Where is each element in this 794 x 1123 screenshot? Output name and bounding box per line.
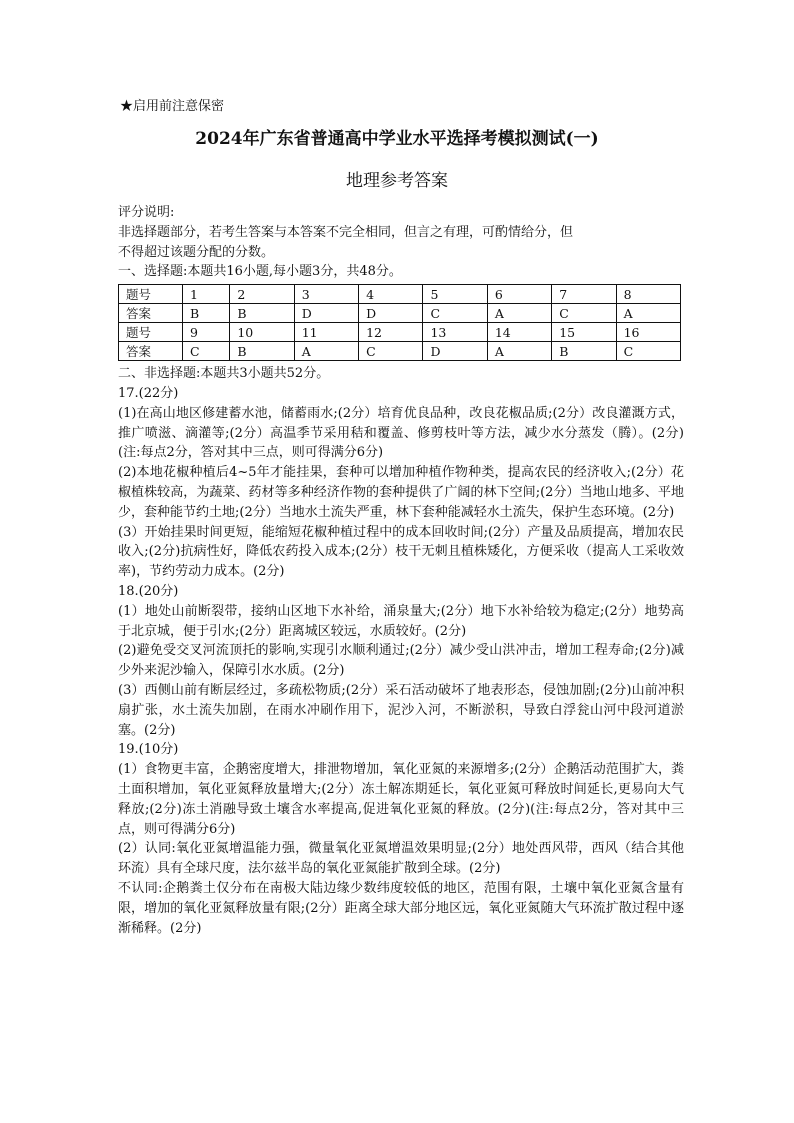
table-cell: 10: [230, 323, 294, 342]
table-cell: A: [616, 304, 680, 323]
part2-heading: 二、非选择题:本题共3小题共52分。: [118, 366, 330, 382]
question-17-answer-3: (3）开始挂果时间更短，能缩短花椒种植过程中的成本回收时间;(2分）产量及品质提高，增加农民收入;(2分)抗病性好，降低农药投入成本;(2分）枝干无刺且植株矮化，方便采收（提高人工采收效率)，节约劳动力成本。(2分): [118, 524, 684, 580]
row-label: 答案: [119, 342, 183, 361]
scoring-line-1: 非选择题部分，若考生答案与本答案不完全相同，但言之有理，可酌情给分，但: [118, 224, 574, 240]
table-cell: B: [230, 304, 294, 323]
table-cell: 8: [616, 285, 680, 304]
answer-content: [118, 203, 684, 938]
scoring-heading: 评分说明:: [118, 205, 175, 220]
table-cell: 11: [294, 323, 358, 342]
question-18-answer-3: (3）西侧山前有断层经过，多疏松物质;(2分）采石活动破坏了地表形态，侵蚀加剧;(2分)山前冲积扇扩张，水土流失加剧，在雨水冲刷作用下，泥沙入河，不断淤积，导致白浮瓮山河中段河道淤塞。(2分): [118, 682, 684, 738]
table-cell: D: [359, 304, 423, 323]
table-cell: A: [487, 304, 551, 323]
table-cell: 14: [487, 323, 551, 342]
table-row: [119, 323, 681, 342]
table-cell: 12: [359, 323, 423, 342]
question-17-answer-1: (1)在高山地区修建蓄水池，储蓄雨水;(2分）培育优良品种，改良花椒品质;(2分）改良灌溉方式，推广喷滋、滴灌等;(2分）高温季节采用秸和覆盖、修剪枝叶等方法，减少水分蒸发（腾）。(2分)(注:每点2分，答对其中三点，则可得满分6分): [118, 405, 684, 461]
table-cell: A: [487, 342, 551, 361]
row-label: 题号: [119, 285, 183, 304]
question-18-label: 18.(20分): [118, 583, 179, 599]
scoring-line-2: 不得超过该题分配的分数。: [118, 244, 275, 260]
table-cell: C: [183, 342, 230, 361]
question-17-label: 17.(22分): [118, 385, 179, 401]
table-row: [119, 304, 681, 323]
part1-heading: 一、选择题:本题共16小题,每小题3分，共48分。: [118, 264, 402, 280]
question-19-label: 19.(10分): [118, 742, 179, 758]
table-cell: A: [294, 342, 358, 361]
table-row: [119, 342, 681, 361]
choice-answer-table: [118, 284, 681, 361]
table-cell: D: [294, 304, 358, 323]
table-row: [119, 285, 681, 304]
question-17-answer-2: (2)本地花椒种植后4~5年才能挂果，套种可以增加种植作物种类，提高农民的经济收入;(2分）花椒植株较高，为蔬菜、药材等多种经济作物的套种提供了广阔的林下空间;(2分）当地山地多、平地少，套种能节约土地;(2分）当地水土流失严重，林下套种能减轻水土流失，保护生态环境。(2分): [118, 465, 684, 520]
table-cell: B: [552, 342, 616, 361]
row-label: 题号: [119, 323, 183, 342]
table-cell: 4: [359, 285, 423, 304]
table-cell: 5: [423, 285, 487, 304]
table-cell: D: [423, 342, 487, 361]
question-19-answer-3: 不认同:企鹅粪土仅分布在南极大陆边缘少数纬度较低的地区，范围有限，土壤中氧化亚氮含量有限，增加的氧化亚氮释放量有限;(2分）距离全球大部分地区远，氧化亚氮随大气环流扩散过程中逐渐稀释。(2分): [118, 880, 684, 936]
question-18-answer-2: (2)避免受交叉河流顶托的影响,实现引水顺利通过;(2分）减少受山洪冲击，增加工程寿命;(2分)减少外来泥沙输入，保障引水水质。(2分): [118, 643, 684, 679]
table-cell: 13: [423, 323, 487, 342]
table-cell: 3: [294, 285, 358, 304]
table-cell: 7: [552, 285, 616, 304]
table-cell: 1: [183, 285, 230, 304]
table-cell: 6: [487, 285, 551, 304]
question-18-answer-1: (1）地处山前断裂带，接纳山区地下水补给，涌泉量大;(2分）地下水补给较为稳定;(2分）地势高于北京城，便于引水;(2分）距离城区较远，水质较好。(2分): [118, 603, 684, 639]
question-19-answer-1: (1）食物更丰富，企鹅密度增大，排泄物增加，氧化亚氮的来源增多;(2分）企鹅活动范围扩大，粪土面积增加，氧化亚氮释放量增大;(2分）冻土解冻期延长，氧化亚氮可释放时间延长,更易向大气释放;(2分)冻土消融导致土壤含水率提高,促进氧化亚氮的释放。(2分)(注:每点2分，答对其中三点，则可得满分6分): [118, 762, 684, 837]
page-title: 2024年广东省普通高中学业水平选择考模拟测试(一): [195, 129, 599, 149]
table-cell: C: [359, 342, 423, 361]
confidential-note: ★启用前注意保密: [120, 99, 225, 114]
question-19-answer-2: (2）认同:氧化亚氮增温能力强，微量氧化亚氮增温效果明显;(2分）地处西风带，西风（结合其他环流）具有全球尺度，法尔兹半岛的氧化亚氮能扩散到全球。(2分): [118, 841, 684, 877]
row-label: 答案: [119, 304, 183, 323]
table-cell: 2: [230, 285, 294, 304]
page-subtitle: 地理参考答案: [346, 171, 448, 191]
table-cell: 16: [616, 323, 680, 342]
table-cell: C: [552, 304, 616, 323]
table-cell: C: [423, 304, 487, 323]
table-cell: B: [230, 342, 294, 361]
table-cell: 9: [183, 323, 230, 342]
table-cell: B: [183, 304, 230, 323]
table-cell: 15: [552, 323, 616, 342]
table-cell: C: [616, 342, 680, 361]
